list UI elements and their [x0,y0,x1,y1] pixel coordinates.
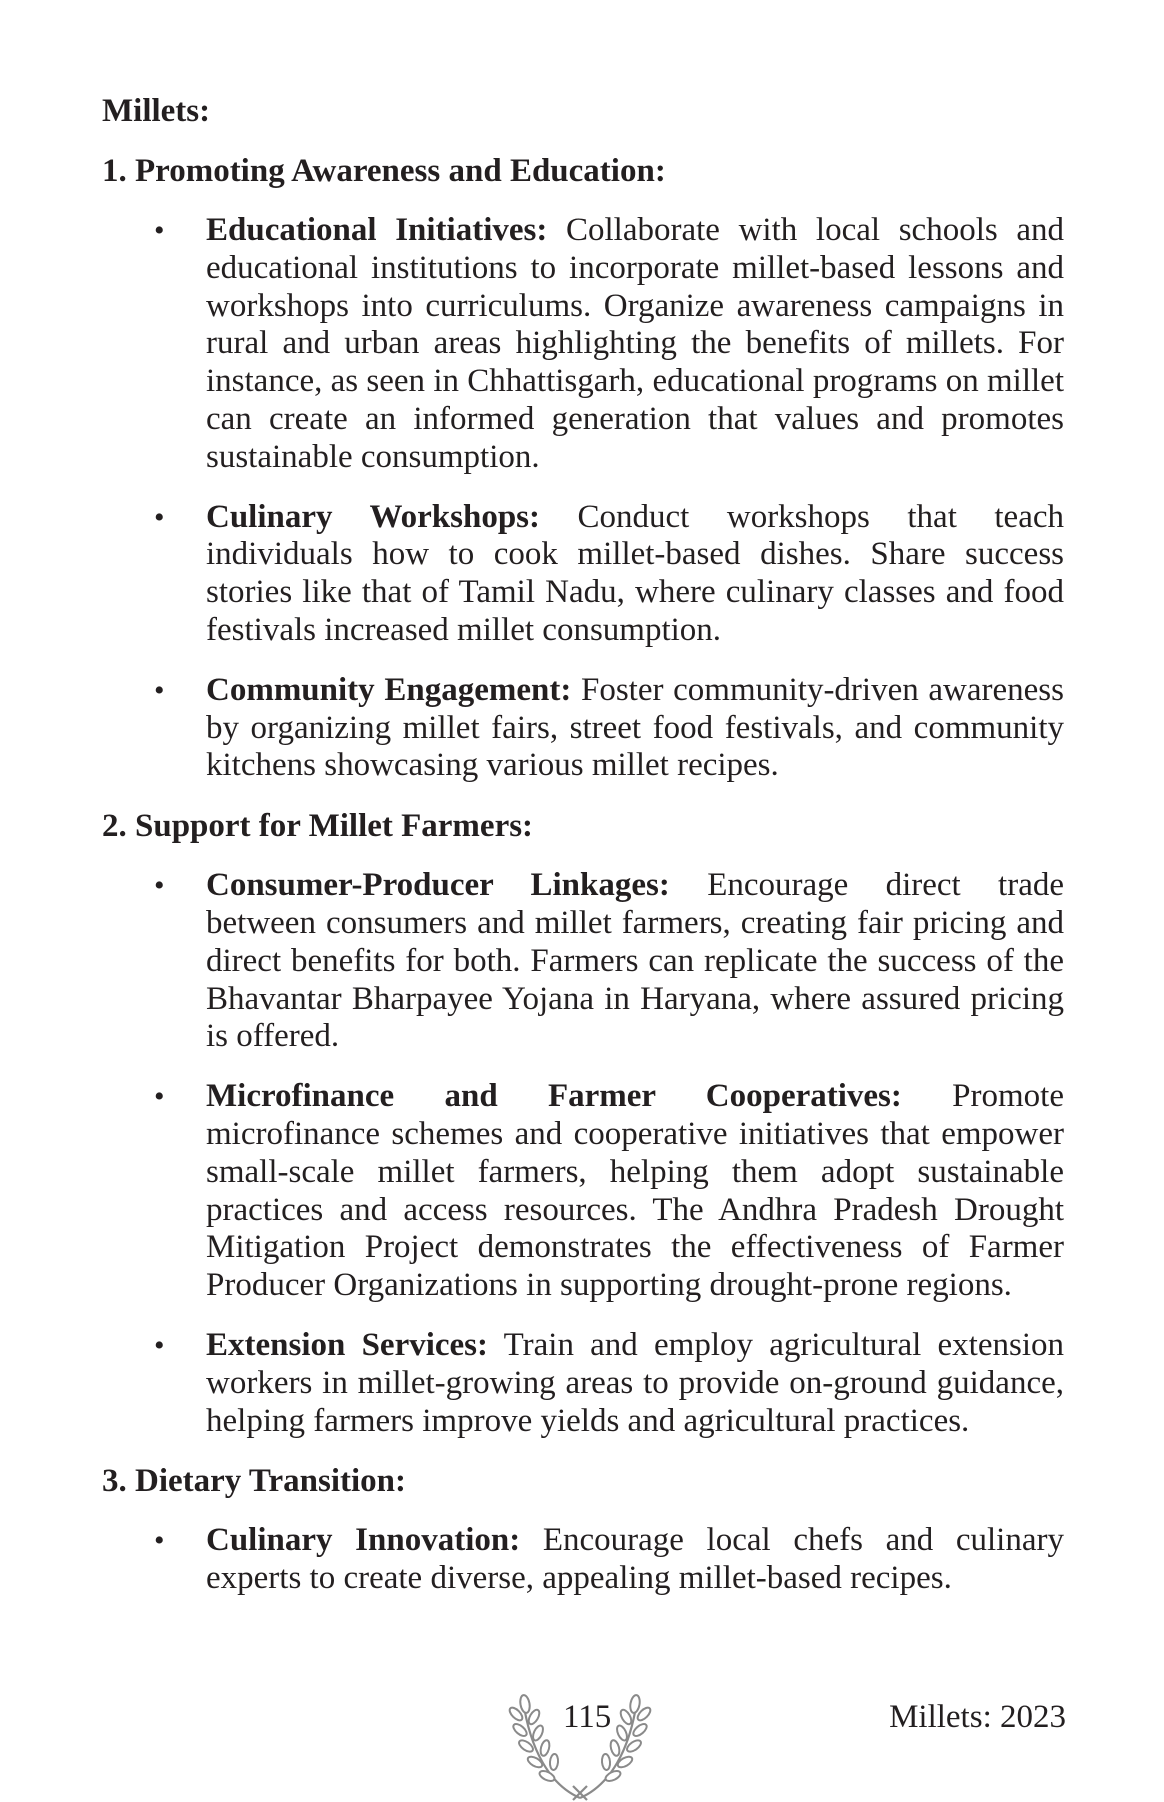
item-text: Encourage direct trade between consumers and millet farmers, creating fair pricing and direct benefits for both. Farmers can replicate the success of the Bhavantar Bharpayee Yojana in Haryana, where assured pricing is offered. [206,867,1064,1055]
item-text: Conduct workshops that teach individuals how to cook millet-based dishes. Share success stories like that of Tamil Nadu, where culinary classes and food festivals increased millet consumption. [206,498,1064,648]
section-title-dietary: 3. Dietary Transition: [102,1463,407,1500]
item-text: Promote microfinance schemes and cooperative initiatives that empower small-scale millet farmers, helping them adopt sustainable practices and access resources. The Andhra Pradesh Drought Mitigation Project demonstrates the effectiveness of Farmer Producer Organizations in supporting drought-prone regions. [206,1078,1064,1304]
bullet-list-awareness [102,212,1064,785]
list-item [102,672,1064,785]
item-term: Culinary Workshops: [206,498,540,535]
item-text: Train and employ agricultural extension workers in millet-growing areas to provide on-ground guidance, helping farmers improve yields and agricultural practices. [206,1326,1065,1439]
page-footer [0,1698,1164,1798]
bullet-icon: • [154,214,165,247]
section-title-farmers: 2. Support for Millet Farmers: [102,808,534,845]
page-heading: Millets: [102,93,211,129]
bullet-icon: • [154,1524,165,1558]
list-item [102,1327,1064,1440]
list-item [102,1522,1064,1598]
item-term: Culinary Innovation: [206,1522,521,1559]
bullet-icon: • [154,1080,165,1114]
list-item [102,867,1064,1056]
bullet-icon: • [154,500,165,534]
item-term: Community Engagement: [206,671,572,708]
item-text: Collaborate with local schools and educational institutions to incorporate millet-based lessons and workshops into curriculums. Organize awareness campaigns in rural and urban areas highlighting the benefits of millets. For instance, as seen in Chhattisgarh, educational programs on millet can create an informed generation that values and promotes sustainable consumption. [206,212,1064,475]
bullet-list-dietary [102,1522,1064,1598]
page-number: 115 [563,1699,612,1735]
item-term: Microfinance and Farmer Cooperatives: [206,1078,902,1115]
item-term: Consumer-Producer Linkages: [206,867,670,904]
item-text: Encourage local chefs and culinary experts to create diverse, appealing millet-based recipes. [206,1522,1064,1597]
bullet-list-farmers [102,867,1064,1440]
item-text: Foster community-driven awareness by organizing millet fairs, street food festivals, and community kitchens showcasing various millet recipes. [206,671,1064,784]
bullet-icon: • [154,869,165,903]
item-term: Extension Services: [206,1326,489,1363]
item-term: Educational Initiatives: [206,212,548,248]
bullet-icon: • [154,673,165,707]
section-title-awareness: 1. Promoting Awareness and Education: [102,153,666,189]
list-item [102,499,1064,650]
running-footer-title: Millets: 2023 [889,1699,1066,1735]
bullet-icon: • [154,1328,165,1362]
page-content [102,92,1064,1620]
list-item [102,212,1064,477]
list-item [102,1078,1064,1305]
